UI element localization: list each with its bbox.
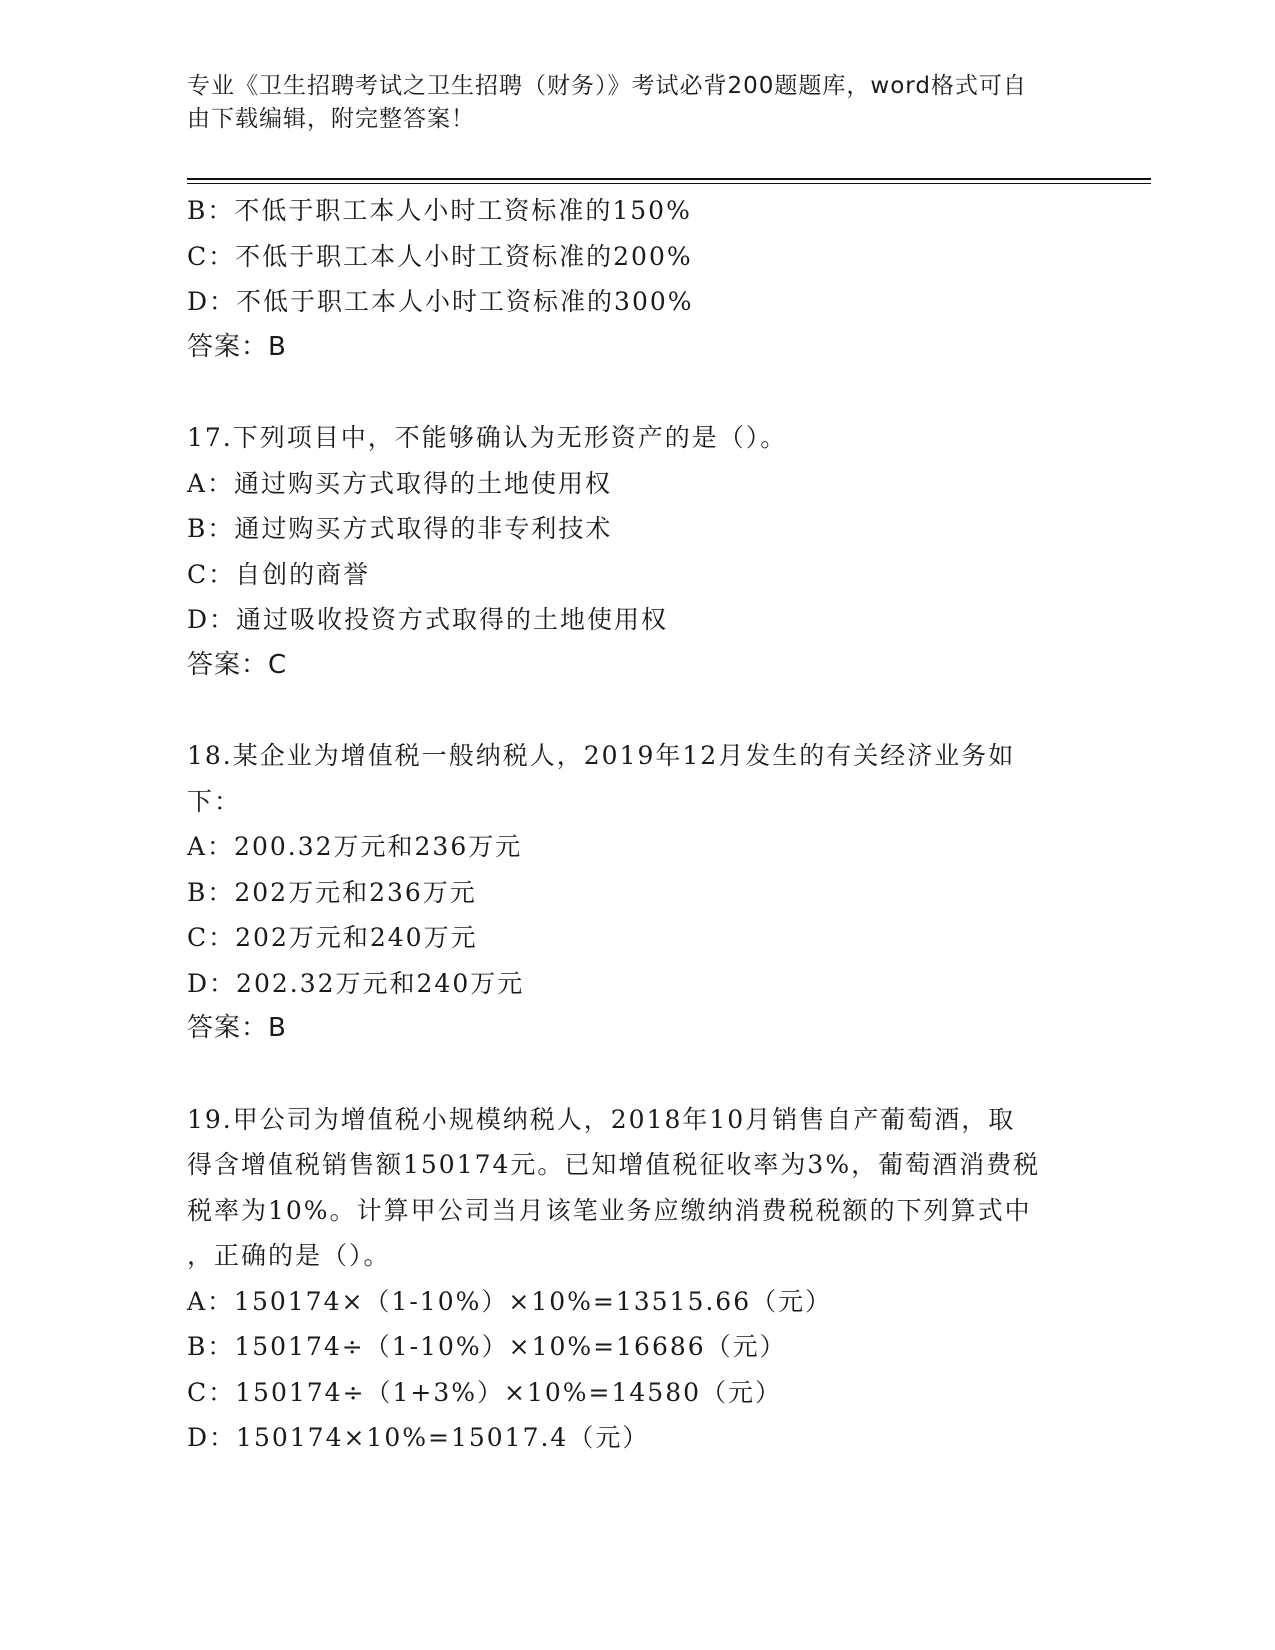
question-text-line-2: 得含增值税销售额150174元。已知增值税征收率为3%，葡萄酒消费税 bbox=[187, 1150, 1041, 1179]
question-text-line-1: 18.某企业为增值税一般纳税人，2019年12月发生的有关经济业务如 bbox=[187, 741, 1016, 770]
question-17 bbox=[187, 415, 1087, 688]
option-d: D：不低于职工本人小时工资标准的300% bbox=[187, 287, 694, 316]
question-16 bbox=[187, 188, 1087, 370]
answer: 答案：B bbox=[187, 331, 287, 362]
option-c: C：不低于职工本人小时工资标准的200% bbox=[187, 241, 693, 271]
document-header bbox=[187, 70, 1087, 136]
question-text-line-1: 19.甲公司为增值税小规模纳税人，2018年10月销售自产葡萄酒，取 bbox=[187, 1104, 1016, 1134]
option-c: C：自创的商誉 bbox=[187, 559, 371, 589]
spacer bbox=[187, 1052, 1087, 1097]
spacer bbox=[187, 370, 1087, 415]
answer: 答案：C bbox=[187, 649, 288, 680]
question-list bbox=[187, 188, 1087, 1461]
option-c: C：202万元和240万元 bbox=[187, 923, 478, 952]
option-d: D：202.32万元和240万元 bbox=[187, 968, 525, 998]
header-rule-thick bbox=[187, 178, 1151, 180]
option-a: A：通过购买方式取得的土地使用权 bbox=[187, 468, 613, 498]
question-text-line-3: 税率为10%。计算甲公司当月该笔业务应缴纳消费税税额的下列算式中 bbox=[187, 1195, 1032, 1225]
header-rule-thin bbox=[187, 183, 1151, 184]
answer: 答案：B bbox=[187, 1013, 287, 1043]
option-a: A：200.32万元和236万元 bbox=[187, 832, 523, 861]
spacer bbox=[187, 688, 1087, 733]
header-line-1: 专业《卫生招聘考试之卫生招聘（财务）》考试必背200题题库，word格式可自 bbox=[187, 73, 1027, 99]
option-b: B：202万元和236万元 bbox=[187, 877, 477, 907]
question-text-line-2: 下： bbox=[187, 786, 242, 816]
option-b: B：不低于职工本人小时工资标准的150% bbox=[187, 196, 692, 225]
option-d: D：150174×10%=15017.4（元） bbox=[187, 1423, 650, 1452]
option-b: B：150174÷（1-10%）×10%=16686（元） bbox=[187, 1332, 787, 1361]
question-text: 17.下列项目中，不能够确认为无形资产的是（）。 bbox=[187, 423, 788, 452]
header-line-2: 由下载编辑，附完整答案！ bbox=[187, 106, 475, 132]
question-text-line-4: ，正确的是（）。 bbox=[187, 1241, 391, 1270]
question-19 bbox=[187, 1097, 1087, 1461]
option-d: D：通过吸收投资方式取得的土地使用权 bbox=[187, 605, 669, 634]
option-a: A：150174×（1-10%）×10%=13515.66（元） bbox=[187, 1286, 833, 1316]
question-18 bbox=[187, 733, 1087, 1052]
option-b: B：通过购买方式取得的非专利技术 bbox=[187, 514, 613, 543]
option-c: C：150174÷（1+3%）×10%=14580（元） bbox=[187, 1377, 783, 1407]
